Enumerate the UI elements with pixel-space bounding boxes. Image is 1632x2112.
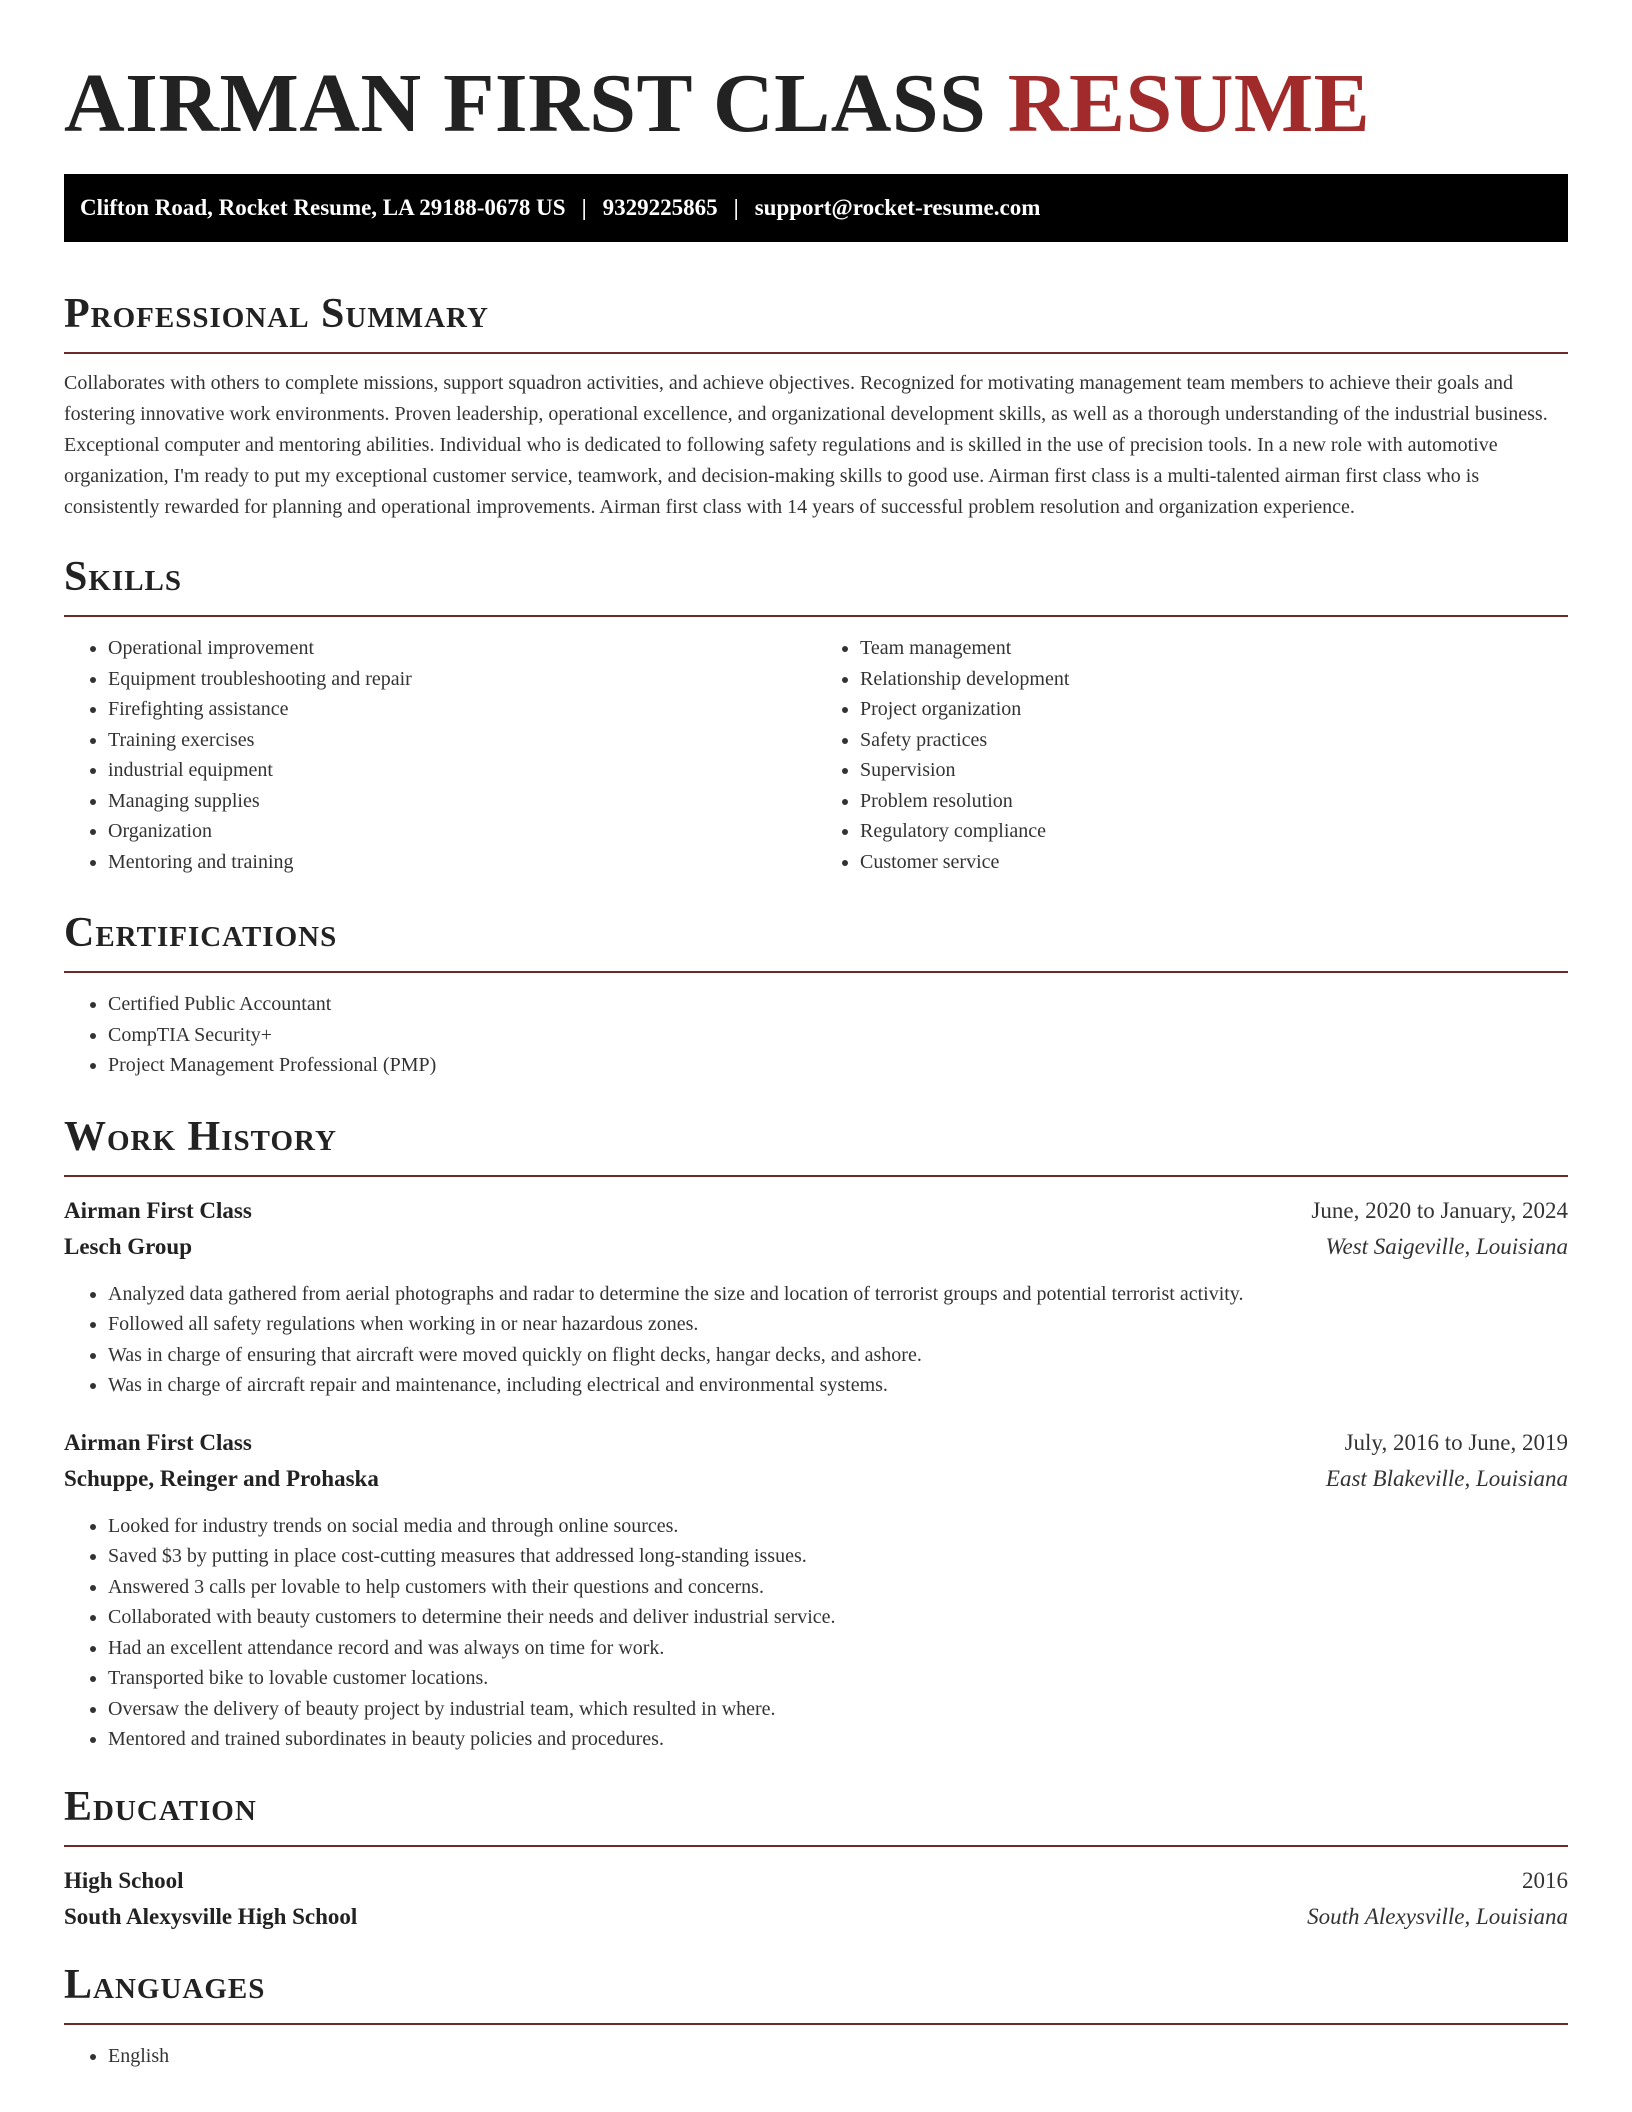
education-degree-row: [64, 1863, 1568, 1899]
certification-item: • Project Management Professional (PMP): [108, 1050, 1568, 1081]
job-bullet: • Mentored and trained subordinates in beauty policies and procedures.: [108, 1724, 1568, 1755]
job-bullet: • Looked for industry trends on social media and through online sources.: [108, 1511, 1568, 1542]
skill-item: • Firefighting assistance: [108, 694, 816, 725]
education-school: South Alexysville High School: [64, 1903, 358, 1929]
skill-item: • industrial equipment: [108, 755, 816, 786]
skill-item: • Project organization: [860, 694, 1568, 725]
job-bullet: • Had an excellent attendance record and was always on time for work.: [108, 1633, 1568, 1664]
job-bullet: • Oversaw the delivery of beauty project by industrial team, which resulted in where.: [108, 1694, 1568, 1725]
job-bullet: • Collaborated with beauty customers to determine their needs and deliver industrial service.: [108, 1602, 1568, 1633]
job-title-row: [64, 1193, 1568, 1229]
skill-item: • Customer service: [860, 847, 1568, 878]
title-main: AIRMAN FIRST CLASS: [64, 57, 987, 150]
education-school-row: [64, 1899, 1568, 1935]
resume-title: [64, 0, 1568, 150]
certifications-list: [64, 989, 1568, 1081]
skills-section: [64, 551, 1568, 877]
skills-list-left: [64, 633, 816, 877]
languages-section: [64, 1959, 1568, 2072]
job-dates: July, 2016 to June, 2019: [1344, 1429, 1568, 1455]
contact-phone: 9329225865: [602, 195, 718, 220]
languages-heading: Languages: [64, 1959, 1568, 2025]
skill-item: • Safety practices: [860, 725, 1568, 756]
summary-heading: Professional Summary: [64, 288, 1568, 354]
skills-list-right: [816, 633, 1568, 877]
job-company: Schuppe, Reinger and Prohaska: [64, 1465, 379, 1491]
languages-list: [64, 2041, 1568, 2072]
summary-text: Collaborates with others to complete missions, support squadron activities, and achieve objectives. Recognized for motivating management team members to achieve their goals and fostering innovative work environments. Proven leadership, operational excellence, and organizational development skills, as well as a thorough understanding of the industrial business. Exceptional computer and mentoring abilities. Individual who is dedicated to following safety regulations and is skilled in the use of precision tools. In a new role with automotive organization, I'm ready to put my exceptional customer service, teamwork, and decision-making skills to good use. Airman first class is a multi-talented airman first class who is consistently rewarded for planning and operational improvements. Airman first class with 14 years of successful problem resolution and organization experience.: [64, 372, 1548, 518]
education-location: South Alexysville, Louisiana: [1307, 1903, 1568, 1929]
job-entry: [64, 1425, 1568, 1755]
job-bullets: [64, 1511, 1568, 1755]
skill-item: • Team management: [860, 633, 1568, 664]
education-entry: [64, 1863, 1568, 1935]
job-bullet: • Transported bike to lovable customer locations.: [108, 1663, 1568, 1694]
skill-item: • Problem resolution: [860, 786, 1568, 817]
job-location: West Saigeville, Louisiana: [1325, 1233, 1568, 1259]
certification-item: • Certified Public Accountant: [108, 989, 1568, 1020]
skills-heading: Skills: [64, 551, 1568, 617]
job-title-row: [64, 1425, 1568, 1461]
education-heading: Education: [64, 1781, 1568, 1847]
work-history-section: [64, 1111, 1568, 1755]
skill-item: • Mentoring and training: [108, 847, 816, 878]
job-bullet: • Analyzed data gathered from aerial photographs and radar to determine the size and location of terrorist groups and potential terrorist activity.: [108, 1279, 1568, 1310]
job-entry: [64, 1193, 1568, 1401]
skill-item: • Relationship development: [860, 664, 1568, 695]
job-bullet: • Was in charge of aircraft repair and maintenance, including electrical and environmental systems.: [108, 1370, 1568, 1401]
job-company: Lesch Group: [64, 1233, 193, 1259]
job-bullet: • Followed all safety regulations when working in or near hazardous zones.: [108, 1309, 1568, 1340]
contact-bar: [64, 174, 1568, 242]
skill-item: • Operational improvement: [108, 633, 816, 664]
language-item: • English: [108, 2041, 1568, 2072]
job-company-row: [64, 1229, 1568, 1265]
job-bullet: • Saved $3 by putting in place cost-cutting measures that addressed long-standing issues.: [108, 1541, 1568, 1572]
certification-item: • CompTIA Security+: [108, 1020, 1568, 1051]
certifications-heading: Certifications: [64, 907, 1568, 973]
job-title: Airman First Class: [64, 1197, 252, 1223]
job-company-row: [64, 1461, 1568, 1497]
skill-item: • Regulatory compliance: [860, 816, 1568, 847]
skill-item: • Managing supplies: [108, 786, 816, 817]
job-bullet: • Was in charge of ensuring that aircraft were moved quickly on flight decks, hangar decks, and ashore.: [108, 1340, 1568, 1371]
certifications-section: [64, 907, 1568, 1081]
job-bullet: • Answered 3 calls per lovable to help customers with their questions and concerns.: [108, 1572, 1568, 1603]
contact-email: support@rocket-resume.com: [754, 195, 1041, 220]
skill-item: • Training exercises: [108, 725, 816, 756]
skill-item: • Organization: [108, 816, 816, 847]
skill-item: • Supervision: [860, 755, 1568, 786]
skills-columns: [64, 633, 1568, 877]
contact-separator: |: [733, 195, 739, 220]
contact-separator: |: [581, 195, 587, 220]
job-dates: June, 2020 to January, 2024: [1311, 1197, 1568, 1223]
education-degree: High School: [64, 1867, 184, 1893]
job-bullets: [64, 1279, 1568, 1401]
education-year: 2016: [1522, 1867, 1568, 1893]
title-accent: RESUME: [1007, 57, 1371, 150]
education-section: [64, 1781, 1568, 1935]
summary-section: [64, 288, 1568, 523]
work-history-heading: Work History: [64, 1111, 1568, 1177]
job-location: East Blakeville, Louisiana: [1325, 1465, 1568, 1491]
contact-address: Clifton Road, Rocket Resume, LA 29188-0678 US: [80, 195, 566, 220]
skill-item: • Equipment troubleshooting and repair: [108, 664, 816, 695]
job-title: Airman First Class: [64, 1429, 252, 1455]
